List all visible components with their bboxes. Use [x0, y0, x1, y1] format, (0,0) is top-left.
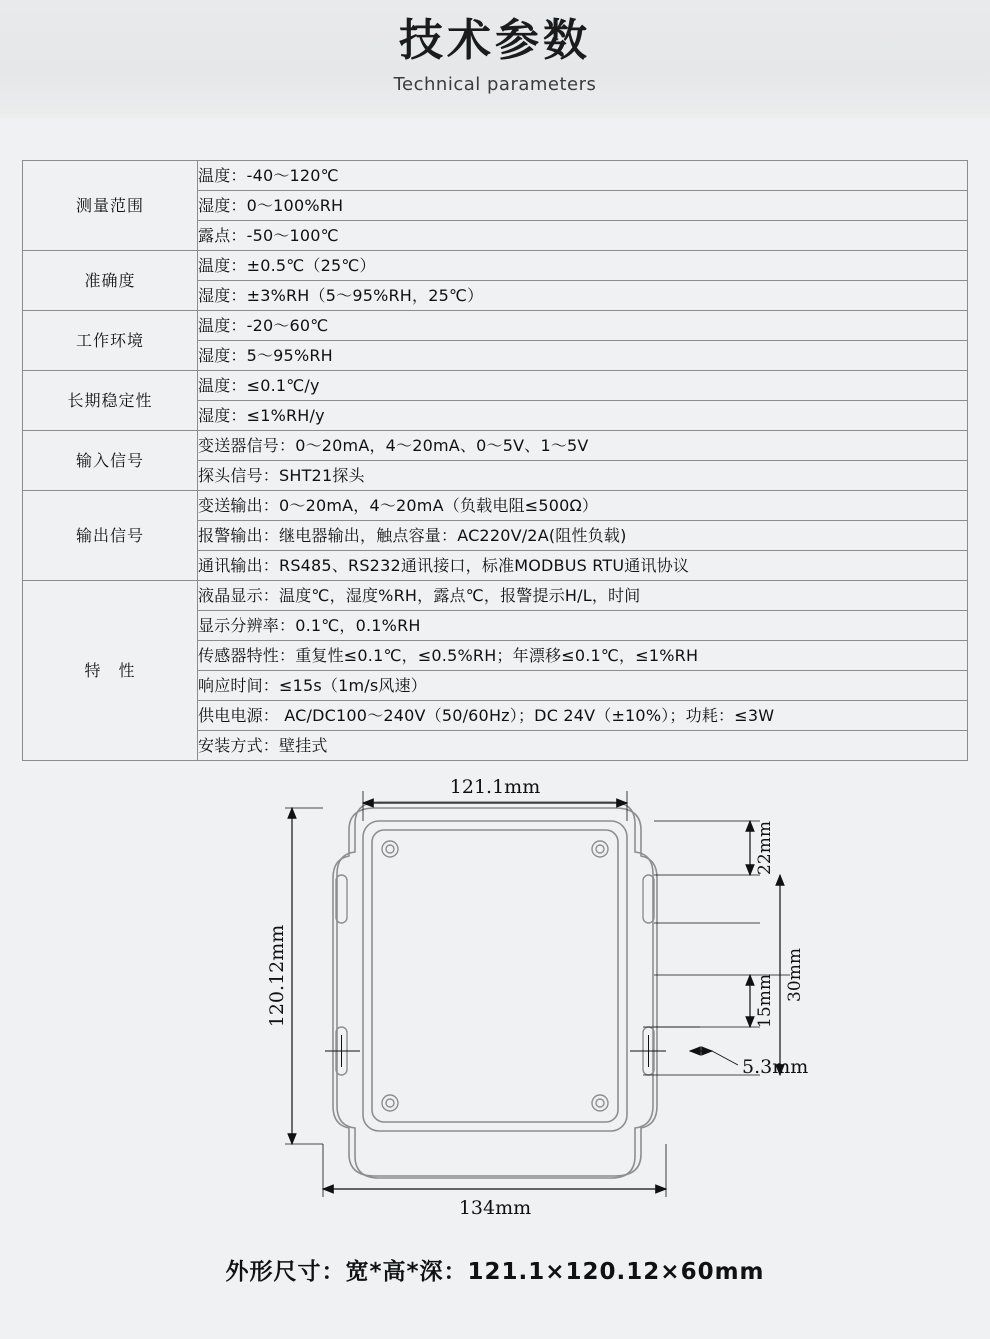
spec-value: 变送输出：0～20mA，4～20mA（负载电阻≤500Ω）: [198, 491, 968, 521]
spec-value: 报警输出：继电器输出，触点容量：AC220V/2A(阻性负载): [198, 521, 968, 551]
spec-label: 准确度: [23, 251, 198, 311]
spec-label: 特 性: [23, 581, 198, 761]
spec-value: 传感器特性：重复性≤0.1℃，≤0.5%RH；年漂移≤0.1℃，≤1%RH: [198, 641, 968, 671]
spec-table-body: [23, 161, 968, 761]
spec-value: 温度：≤0.1℃/y: [198, 371, 968, 401]
spec-value: 温度：±0.5℃（25℃）: [198, 251, 968, 281]
spec-label: 测量范围: [23, 161, 198, 251]
specifications-table: [22, 160, 968, 761]
dimension-left-label: 120.12mm: [266, 924, 288, 1028]
spec-value: 湿度：±3%RH（5～95%RH，25℃）: [198, 281, 968, 311]
table-row: [23, 581, 968, 611]
spec-value: 湿度：≤1%RH/y: [198, 401, 968, 431]
dimension-right-22-label: 22mm: [755, 821, 775, 875]
dimension-right-30-label: 30mm: [785, 948, 805, 1002]
spec-value: 响应时间：≤15s（1m/s风速）: [198, 671, 968, 701]
spec-label: 输出信号: [23, 491, 198, 581]
spec-label: 长期稳定性: [23, 371, 198, 431]
table-row: [23, 371, 968, 401]
spec-value: 湿度：5～95%RH: [198, 341, 968, 371]
dimension-right-53-label: 5.3mm: [742, 1056, 809, 1078]
spec-table-container: [22, 160, 968, 761]
spec-value: 湿度：0～100%RH: [198, 191, 968, 221]
spec-value: 露点：-50～100℃: [198, 221, 968, 251]
dimension-drawing-svg: [0, 777, 990, 1247]
overall-size-note: 外形尺寸：宽*高*深：121.1×120.12×60mm: [225, 1259, 765, 1285]
dimension-right-15-label: 15mm: [755, 974, 775, 1028]
page-title: 技术参数: [399, 15, 591, 66]
extension-lines: [285, 791, 790, 1197]
dimension-bottom-label: 134mm: [458, 1197, 532, 1219]
spec-value: 探头信号：SHT21探头: [198, 461, 968, 491]
table-row: [23, 311, 968, 341]
page-header: [0, 0, 990, 118]
screw-holes: [382, 841, 608, 1111]
page-subtitle: Technical parameters: [393, 74, 597, 95]
enclosure-outline: [333, 802, 657, 1178]
spec-value: 温度：-20～60℃: [198, 311, 968, 341]
dimension-right-53: [690, 1051, 738, 1065]
mounting-slots: [336, 875, 654, 1075]
dimension-top-label: 121.1mm: [449, 777, 541, 798]
spec-value: 通讯输出：RS485、RS232通讯接口，标准MODBUS RTU通讯协议: [198, 551, 968, 581]
slot-centerlines: [325, 1035, 666, 1067]
spec-value: 温度：-40～120℃: [198, 161, 968, 191]
spec-value: 变送器信号：0～20mA，4～20mA、0～5V、1～5V: [198, 431, 968, 461]
table-row: [23, 491, 968, 521]
spec-value: 液晶显示：温度℃，湿度%RH，露点℃，报警提示H/L，时间: [198, 581, 968, 611]
spec-value: 供电电源： AC/DC100～240V（50/60Hz）；DC 24V（±10%）；功耗：≤3W: [198, 701, 968, 731]
spec-value: 安装方式：壁挂式: [198, 731, 968, 761]
table-row: [23, 431, 968, 461]
table-row: [23, 161, 968, 191]
spec-label: 工作环境: [23, 311, 198, 371]
spec-value: 显示分辨率：0.1℃，0.1%RH: [198, 611, 968, 641]
dimension-drawing: [0, 777, 990, 1247]
table-row: [23, 251, 968, 281]
spec-label: 输入信号: [23, 431, 198, 491]
